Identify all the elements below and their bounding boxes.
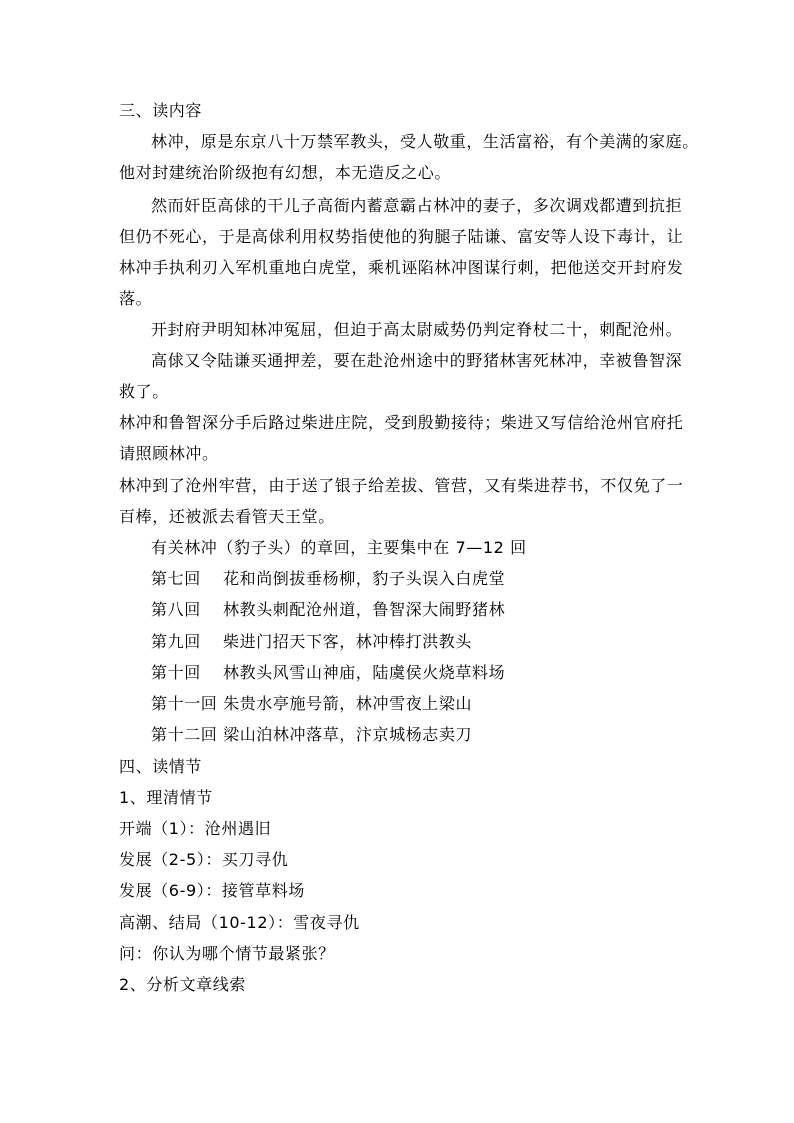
paragraph-3-line-1: 开封府尹明知林冲冤屈，但迫于高太尉威势仍判定脊杖二十，刺配沧州。 xyxy=(151,320,683,339)
section-heading-3: 三、读内容 xyxy=(119,101,203,120)
chapter-item xyxy=(151,725,472,745)
paragraph-2-line-3: 林冲手执利刃入军机重地白虎堂，乘机诬陷林冲图谋行刺，把他送交开封府发 xyxy=(119,258,684,277)
chapter-number: 第九回 xyxy=(151,632,201,651)
chapter-title: 梁山泊林冲落草，汴京城杨志卖刀 xyxy=(223,725,473,744)
chapter-number: 第七回 xyxy=(151,569,201,588)
chapter-number: 第八回 xyxy=(151,600,201,619)
paragraph-2-line-2: 但仍不死心，于是高俅利用权势指使他的狗腿子陆谦、富安等人设下毒计，让 xyxy=(119,227,684,246)
paragraph-4-line-1: 高俅又令陆谦买通押差，要在赴沧州途中的野猪林害死林冲，幸被鲁智深 xyxy=(151,351,683,370)
chapter-title: 朱贵水亭施号箭，林冲雪夜上梁山 xyxy=(223,694,473,713)
paragraph-5-line-1: 林冲和鲁智深分手后路过柴进庄院，受到殷勤接待；柴进又写信给沧州官府托 xyxy=(119,413,684,432)
chapter-item xyxy=(151,632,472,652)
plot-item: 高潮、结局（10-12）：雪夜寻仇 xyxy=(119,913,360,932)
paragraph-6-line-2: 百棒，还被派去看管天王堂。 xyxy=(119,507,335,526)
paragraph-2-line-4: 落。 xyxy=(119,289,153,308)
paragraph-5-line-2: 请照顾林冲。 xyxy=(119,444,219,463)
question: 问：你认为哪个情节最紧张？ xyxy=(119,944,335,963)
chapter-number: 第十回 xyxy=(151,663,201,682)
chapters-intro: 有关林冲（豹子头）的章回，主要集中在 7—12 回 xyxy=(151,538,527,557)
chapter-number: 第十一回 xyxy=(151,694,218,713)
subheading-2: 2、分析文章线索 xyxy=(119,975,246,994)
chapter-item xyxy=(151,600,505,620)
paragraph-4-line-2: 救了。 xyxy=(119,382,169,401)
plot-item: 发展（6-9）：接管草料场 xyxy=(119,881,305,900)
paragraph-1-line-2: 他对封建统治阶级抱有幻想，本无造反之心。 xyxy=(119,163,452,182)
chapter-title: 林教头刺配沧州道，鲁智深大闹野猪林 xyxy=(223,600,506,619)
chapter-title: 柴进门招天下客，林冲棒打洪教头 xyxy=(223,632,473,651)
paragraph-6-line-1: 林冲到了沧州牢营，由于送了银子给差拔、管营，又有柴进荐书，不仅免了一 xyxy=(119,476,684,495)
subheading-1: 1、理清情节 xyxy=(119,788,213,807)
chapter-title: 林教头风雪山神庙，陆虞侯火烧草料场 xyxy=(223,663,506,682)
paragraph-1-line-1: 林冲，原是东京八十万禁军教头，受人敬重，生活富裕，有个美满的家庭。 xyxy=(151,132,699,151)
plot-item: 发展（2-5）：买刀寻仇 xyxy=(119,850,289,869)
chapter-item xyxy=(151,663,505,683)
chapter-item xyxy=(151,694,472,714)
chapter-item xyxy=(151,569,505,589)
section-heading-4: 四、读情节 xyxy=(119,757,203,776)
chapter-title: 花和尚倒拔垂杨柳，豹子头误入白虎堂 xyxy=(223,569,506,588)
chapter-number: 第十二回 xyxy=(151,725,218,744)
plot-item: 开端（1）：沧州遇旧 xyxy=(119,819,272,838)
paragraph-2-line-1: 然而奸臣高俅的干儿子高衙内蓄意霸占林冲的妻子，多次调戏都遭到抗拒 xyxy=(151,196,683,215)
